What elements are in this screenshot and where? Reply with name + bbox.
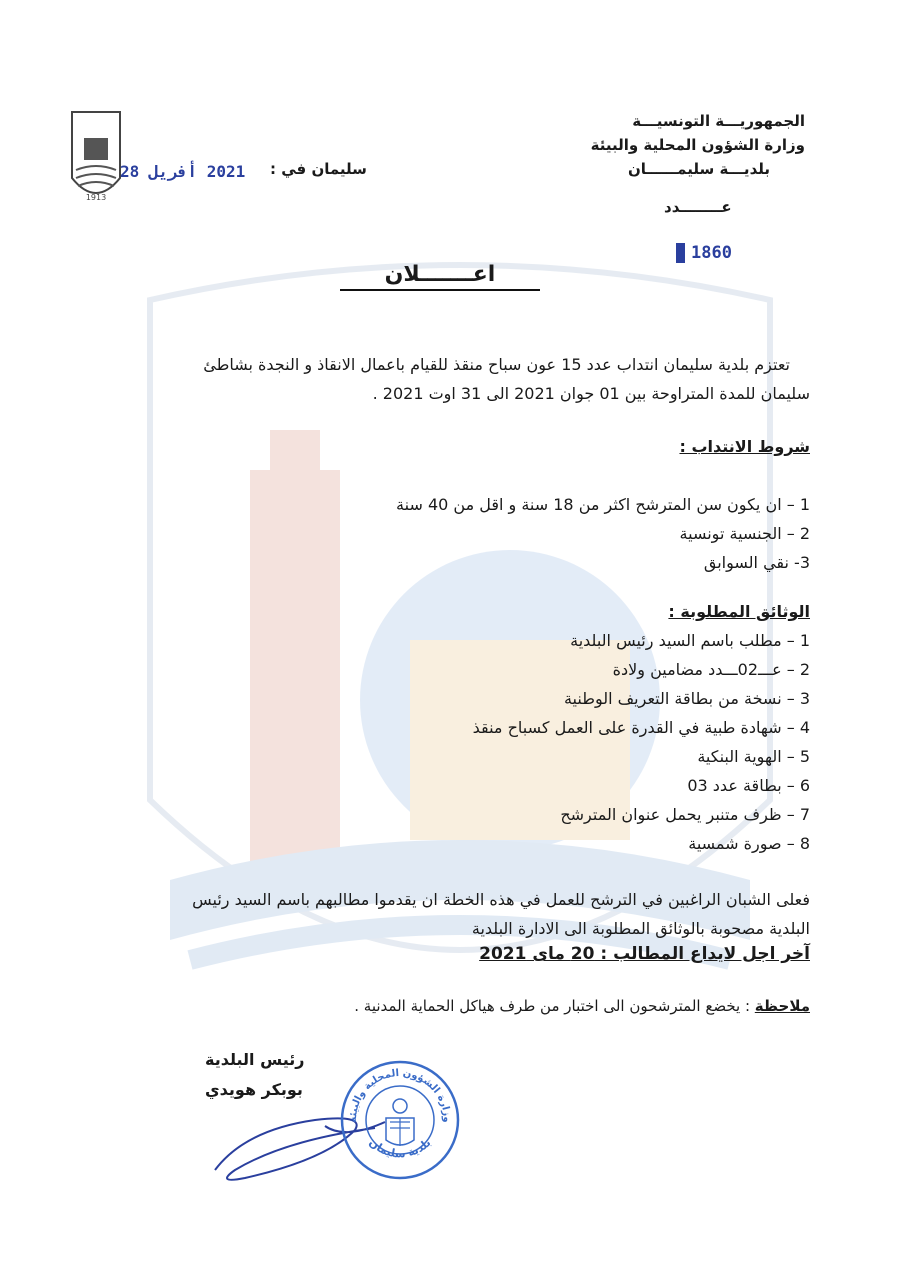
documents-heading: الوثائق المطلوبة : [668,602,810,621]
country-name: الجمهوريـــة التونسيـــة [632,112,805,130]
reference-number: 1860 [691,243,732,263]
municipality-name: بلديـــة سليمــــــان [627,160,770,178]
conditions-heading: شروط الانتداب : [679,437,810,456]
official-seal-icon [338,1058,462,1182]
closing-line: فعلى الشبان الراغبين في الترشح للعمل في هذه الخطة ان يقدموا مطالبهم باسم السيد رئيس [192,890,810,909]
list-item: 1 – ان يكون سن المترشح اكثر من 18 سنة و اقل من 40 سنة [396,495,810,514]
list-item: 3- نقي السوابق [703,553,810,572]
city-date-label: سليمان في : [270,160,367,178]
list-item: 8 – صورة شمسية [688,834,810,853]
ministry-name: وزارة الشؤون المحلية والبيئة [590,136,805,154]
intro-paragraph [90,350,810,408]
list-item: 6 – بطاقة عدد 03 [687,776,810,795]
note-label: ملاحظة [754,997,810,1015]
note [354,997,810,1015]
intro-line: سليمان للمدة المتراوحة بين 01 جوان 2021 الى 31 اوت 2021 . [372,384,810,403]
list-item: 5 – الهوية البنكية [697,747,810,766]
documents-list [473,626,810,858]
closing-paragraph [90,885,810,943]
reference-label: عــــــــدد [664,198,732,216]
seal-outer-text: وزارة الشؤون المحلية والبيئة [347,1067,453,1123]
list-item: 2 – عـــ02ـــدد مضامين ولادة [612,660,810,679]
municipality-logo-icon [68,108,124,208]
conditions-list [396,490,810,577]
list-item: 7 – ظرف متنبر يحمل عنوان المترشح [560,805,810,824]
announcement-title: اعـــــــلان [340,262,540,291]
deadline-notice: آخر اجل لايداع المطالب : 20 ماى 2021 [479,944,810,964]
signatory-title: رئيس البلدية [205,1050,305,1069]
seal-inner-text: بلدية سليمان [366,1135,434,1161]
list-item: 4 – شهادة طبية في القدرة على العمل كسباح منقذ [472,718,810,737]
date-stamp: 2021 أفريل 28 [120,162,246,181]
list-item: 3 – نسخة من بطاقة التعريف الوطنية [563,689,810,708]
note-text: : يخضع المترشحون الى اختبار من طرف هياكل الحماية المدنية . [354,997,751,1015]
stamp-mark-icon [676,243,685,263]
list-item: 2 – الجنسية تونسية [679,524,810,543]
list-item: 1 – مطلب باسم السيد رئيس البلدية [570,631,810,650]
closing-line: البلدية مصحوبة بالوثائق المطلوبة الى الادارة البلدية [471,919,810,938]
intro-line: تعتزم بلدية سليمان انتداب عدد 15 عون سباح منقذ للقيام باعمال الانقاذ و النجدة بشاطئ [203,355,790,374]
signatory-name: بوبكر هويدي [205,1080,303,1099]
reference-stamp [676,243,732,263]
svg-text:1913: 1913 [85,193,107,202]
